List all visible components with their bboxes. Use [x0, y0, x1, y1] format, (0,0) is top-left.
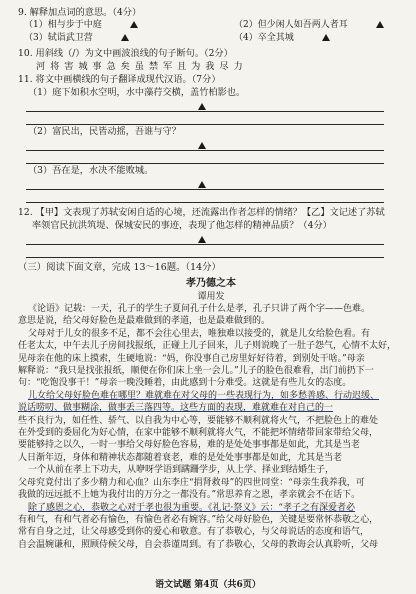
- q9-row-2: [18, 32, 404, 45]
- article-title: 孝乃德之本: [186, 278, 236, 289]
- article-line: 常有自身之过，让父母感受到你的爱心和敬意。有了恭敬心，与父母说话的态度和语气，: [18, 527, 370, 538]
- article-line: 说话唠叨、做事糊涂，做事丢三落四等。这些方面的表现，难就难在对自己的一: [18, 403, 334, 414]
- q11-sentence-1: （1）庭下如积水空明，水中藻荇交横，盖竹柏影也。: [28, 87, 246, 98]
- q12-prompt-2: 率领官民抗洪筑堤、保城安民的事迹，表现了他怎样的精神品质？（4分）: [32, 220, 332, 231]
- article-line: 见母亲在他的床上摸索，生硬地说：“妈，你没事自己房里好好待着，到别处干啥。”母亲: [18, 353, 365, 364]
- article-line: 《论语》记载：一天，孔子的学生子夏问孔子什么是孝，孔子只讲了两个字——色难。: [28, 304, 371, 314]
- article-line: 儿女给父母好脸色难在哪里？难就难在对父母的一些表现行为，如多愁善感、行动迟缓、: [28, 390, 380, 401]
- article-line: 有和气，有和气者必有愉色，有愉色者必有婉容。”给父母好脸色，关键是要常怀恭敬之心，: [18, 514, 379, 525]
- answer-marker-icon: [376, 21, 384, 28]
- answer-marker-icon: [198, 142, 206, 149]
- answer-marker-icon: [198, 103, 206, 110]
- q10-sentence: 河 将 害 城 事 急 矣 虽 禁 军 且 为 我 尽 力: [36, 61, 244, 72]
- answer-line: [26, 112, 384, 125]
- answer-line: [26, 232, 384, 245]
- article-line: 意思是说，给父母好脸色是最难做到的孝道，也是最难做到的。: [18, 316, 271, 327]
- article-body: [18, 303, 404, 551]
- answer-marker-icon: [121, 34, 129, 41]
- page-footer: 语文试题 第4页（共6页）: [155, 580, 261, 590]
- q10-prompt: 10. 用斜线（/）为文中画波浪线的句子断句。（2分）: [18, 48, 233, 59]
- answer-line: [26, 190, 384, 203]
- q9-item-4: （4）卒全其城: [234, 32, 404, 45]
- q9-prompt: 9. 解释加点词的意思。（4分）: [18, 7, 142, 18]
- article-author: 谭用发: [197, 292, 225, 302]
- q9-item-3: （3）轼诣武卫营: [24, 32, 194, 45]
- q12-prompt: 12. 【甲】文表现了苏轼安闲自适的心境，还流露出作者怎样的情绪？【乙】文记述了苏轼: [18, 207, 385, 218]
- article-line: 父母究竟付出了多少精力和心血？山东李庄“捐肾救母”的四世同堂：“母亲生我养我，可: [18, 477, 365, 488]
- q11-sentence-3: （3）吾在是，水决不能败城。: [28, 165, 154, 176]
- answer-line: [26, 99, 384, 112]
- article-line: 人日渐年迈，身体和精神状态都随着衰老，难的是处处事事都是如此，尤其是当老: [18, 452, 343, 463]
- q9-row-1: [18, 19, 404, 32]
- article-line: 除了感恩之心，恭敬之心对于孝也很为重要。《礼记·祭义》云：“孝子之有深爱者必: [28, 502, 355, 513]
- article-line: 任老太太，中午去儿子房间找报纸，正碰上儿子回来，儿子则说晚了一肚子怨气，心情不太好，: [18, 341, 397, 352]
- answer-marker-icon: [198, 181, 206, 188]
- answer-line: [26, 138, 384, 151]
- answer-line: [26, 177, 384, 190]
- answer-line: [26, 245, 384, 258]
- article-line: 在外受到的委屈化为好心情，在家中能够不顺利就将火气，不能把坏情绪带回家带给父母，: [18, 428, 379, 439]
- article-line: 自会温婉谦和，照顾侍候父母，自会恭谨周到。有了恭敬心，父母的教诲会认真聆听，父母: [18, 539, 379, 550]
- section-heading: （三）阅读下面文章，完成 13～16题。（14分）: [18, 262, 221, 273]
- article-line: 父母对于儿女的很多不足，都不会往心里去，唯独难以接受的，就是儿女给脸色看。有: [28, 328, 371, 339]
- answer-marker-icon: [322, 34, 330, 41]
- article-line: 些不良行为，如任性、骄气、以自我为中心等，要能够不顺利就将火气，不把脸色上的难处: [18, 415, 379, 426]
- article-line: 一个从前在孝上下功夫，从咿呀学语到蹒跚学步，从上学、择业到结婚生子，: [28, 465, 335, 476]
- answer-line: [26, 151, 384, 164]
- answer-marker-icon: [198, 236, 206, 243]
- q11-sentence-2: （2）富民出，民皆动摇，吾谁与守？: [28, 126, 181, 137]
- q9-item-1: （1）相与步于中庭: [24, 19, 194, 32]
- q11-prompt: 11. 将文中画横线的句子翻译成现代汉语。（7分）: [18, 74, 221, 85]
- article-line: 要能够持之以久，一时一事给父母好脸色容易，难的是处处事事都是如此，尤其是当老: [18, 440, 361, 451]
- article-line: 我做的远远抵不上她为我付出的万分之一都没有。”常思养育之恩，孝亲就会不在话下。: [18, 490, 361, 501]
- q9-item-2: （2）但少闲人如吾两人者耳: [234, 19, 404, 32]
- article-line: 解释说：“我只是找张报纸，顺便在你们床上坐一会儿。”儿子的脸色很难看，出门前扔下一: [18, 366, 374, 377]
- article-line: 句：“吃饱没事干！”母亲一晚没睡着，由此感到十分难受。这就是有些儿女的态度。: [18, 378, 352, 389]
- answer-marker-icon: [130, 21, 138, 28]
